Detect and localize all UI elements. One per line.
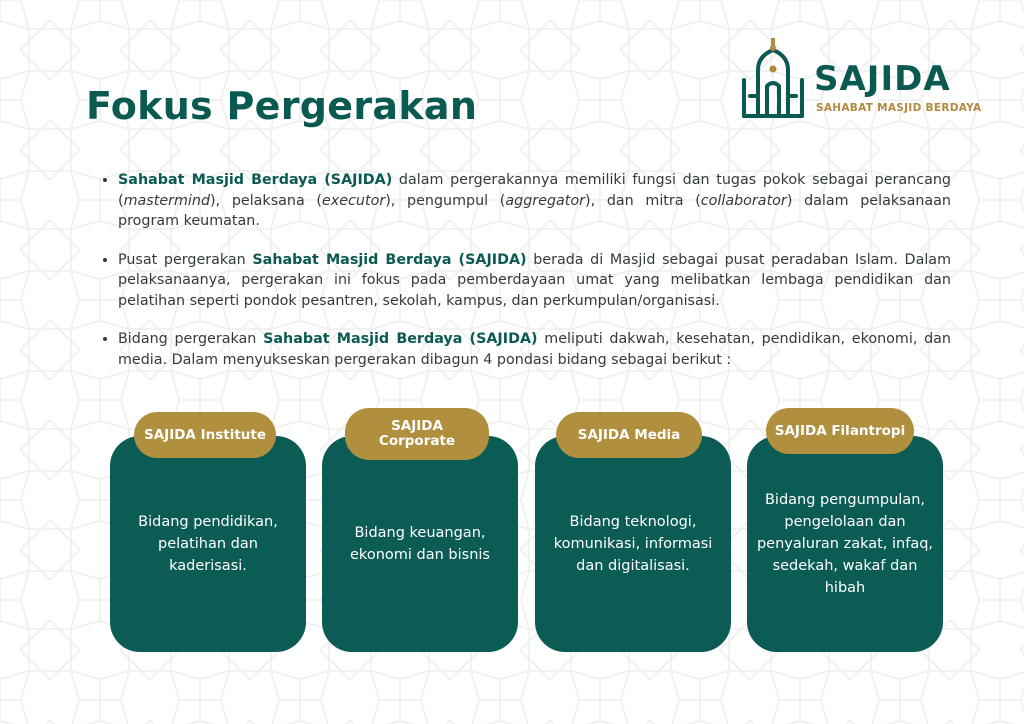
sajida-logo [738,36,988,122]
bullet-item [118,250,951,312]
card-description: Bidang pengumpulan, pengelolaan dan penyaluran zakat, infaq, sedekah, wakaf dan hibah [756,492,934,596]
card-sajida-filantropi [747,436,943,652]
mosque-logo-icon [738,36,808,122]
text-run: aggregator [505,192,586,209]
text-run: ) dalam pelaksanaan program keumatan. [118,192,951,229]
text-run: Sahabat Masjid Berdaya (SAJIDA) [252,251,527,268]
card-sajida-corporate [322,436,518,652]
bullet-item [118,329,951,370]
text-run: Sahabat Masjid Berdaya (SAJIDA) [118,172,393,188]
text-run: Pusat pergerakan [118,251,253,268]
card-description: Bidang teknologi, komunikasi, informasi dan digitalisasi. [553,514,713,574]
logo-tagline: SAHABAT MASJID BERDAYA [816,102,982,114]
text-run: ), pengumpul ( [385,192,506,209]
page-title: Fokus Pergerakan [86,84,478,128]
text-run: collaborator [700,192,787,209]
text-run: meliputi dakwah, kesehatan, pendidikan, ekonomi, dan media. Dalam menyukseskan pergerakan dibagun 4 pondasi bidang sebagai berikut : [118,331,951,368]
card-title-sajida-corporate: SAJIDA Corporate [345,408,489,460]
card-title-sajida-institute: SAJIDA Institute [134,412,276,458]
card-sajida-institute [110,436,306,652]
card-title-sajida-filantropi: SAJIDA Filantropi [766,408,914,454]
card-sajida-media [535,436,731,652]
card-description: Bidang keuangan, ekonomi dan bisnis [350,525,490,563]
text-run: ), dan mitra ( [585,192,701,209]
bullet-item [118,170,951,232]
card-title-sajida-media: SAJIDA Media [556,412,702,458]
text-run: mastermind [123,192,211,209]
text-run: Sahabat Masjid Berdaya (SAJIDA) [263,331,538,347]
logo-wordmark: SAJIDA [814,59,951,99]
text-run: executor [322,192,386,209]
text-run: ), pelaksana ( [210,192,322,209]
text-run: Bidang pergerakan [118,331,264,347]
text-run: berada di Masjid sebagai pusat peradaban Islam. Dalam pelaksanaanya, pergerakan ini fokus pada pemberdayaan umat yang melibatkan lembaga pendidikan dan pelatihan seperti pondok pesantren, sekolah, kampus, dan perkumpulan/organisasi. [118,251,951,309]
bullet-list [100,170,951,388]
card-description: Bidang pendidikan, pelatihan dan kaderisasi. [138,514,278,574]
text-run: dalam pergerakannya memiliki fungsi dan tugas pokok sebagai perancang ( [118,172,951,209]
